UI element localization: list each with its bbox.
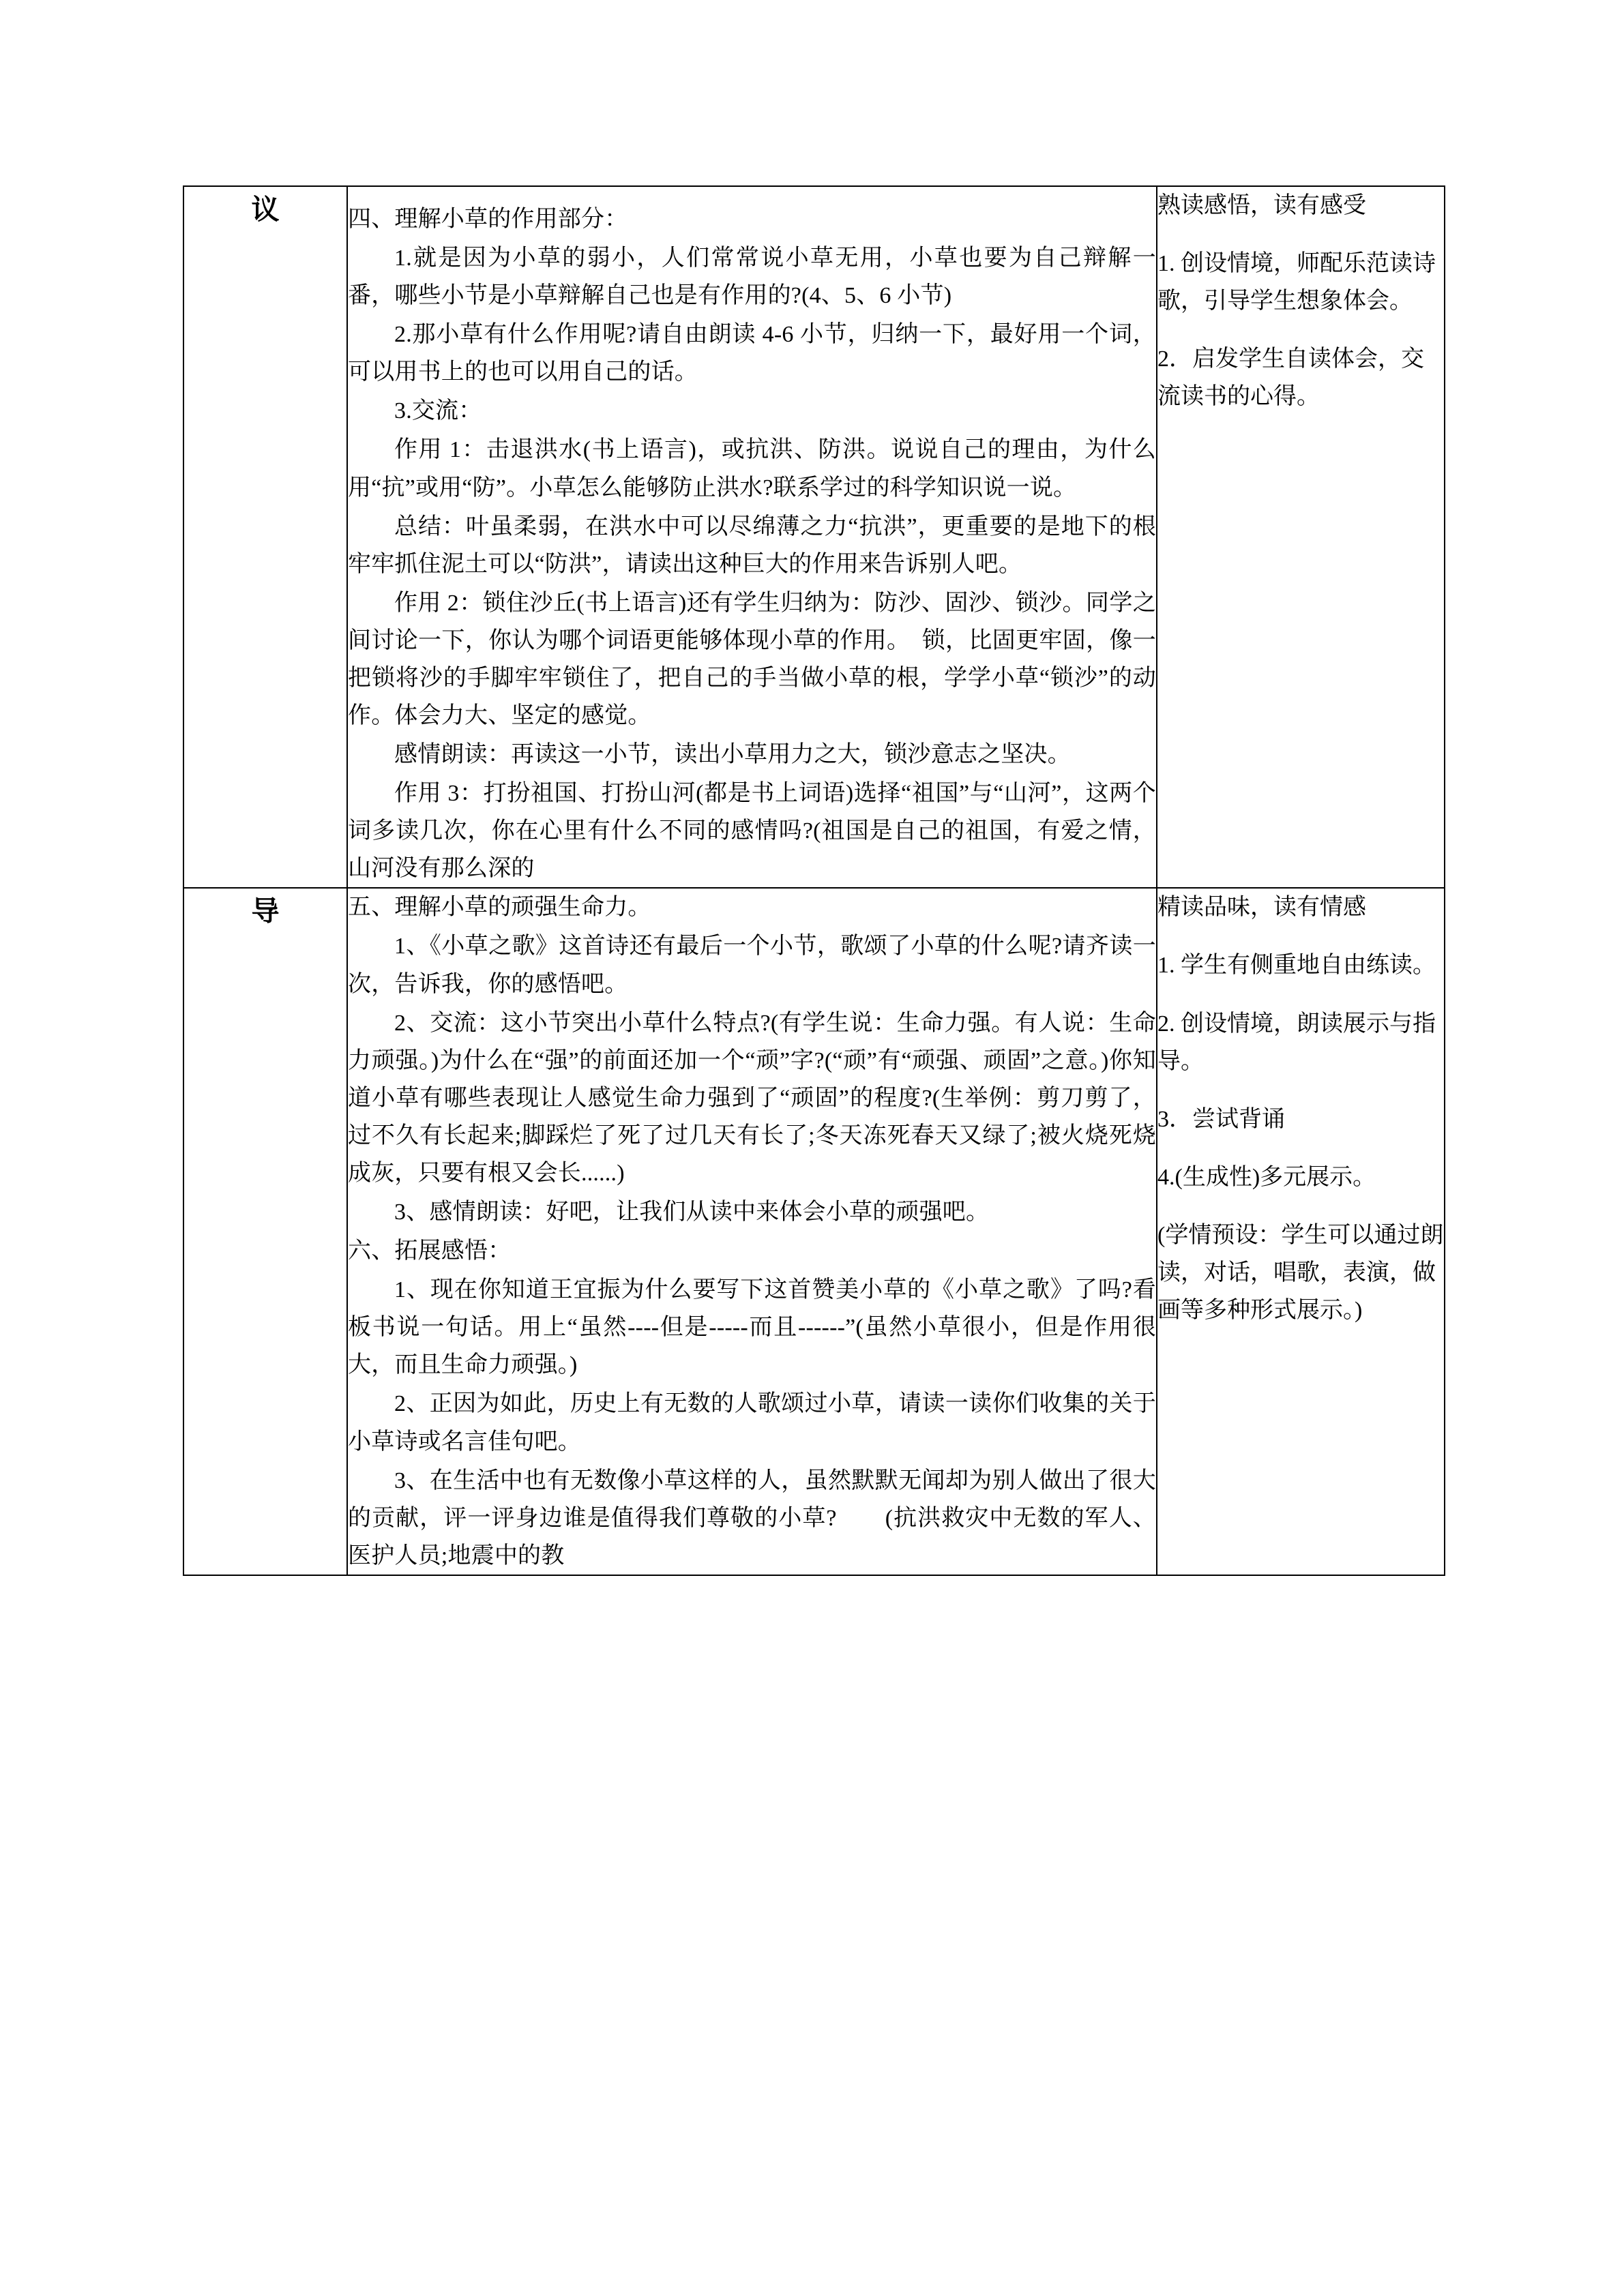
- table-row: [183, 186, 1445, 888]
- lesson-plan-table: [183, 185, 1445, 1576]
- note-block: 精读品味，读有情感: [1157, 895, 1366, 921]
- note-block: 2．启发学生自读体会，交流读书的心得。: [1157, 346, 1424, 410]
- row-label-yi: 议: [183, 186, 347, 888]
- paragraph: 总结：叶虽柔弱，在洪水中可以尽绵薄之力“抗洪”，更重要的是地下的根牢牢抓住泥土可以“防洪”，请读出这种巨大的作用来告诉别人吧。: [348, 513, 1156, 577]
- note-block: 熟读感悟，读有感受: [1157, 193, 1366, 218]
- row-content-yi: [347, 186, 1157, 888]
- paragraph: 2、正因为如此，历史上有无数的人歌颂过小草，请读一读你们收集的关于小草诗或名言佳句吧。: [348, 1391, 1156, 1455]
- paragraph: 2.那小草有什么作用呢?请自由朗读 4-6 小节，归纳一下，最好用一个词，可以用书上的也可以用自己的话。: [348, 322, 1156, 385]
- note-block: 3．尝试背诵: [1157, 1106, 1285, 1132]
- row-label-dao: 导: [183, 888, 347, 1575]
- note-block: 4.(生成性)多元展示。: [1157, 1164, 1376, 1190]
- note-block: (学情预设：学生可以通过朗读，对话，唱歌，表演，做画等多种形式展示。): [1157, 1222, 1444, 1324]
- paragraph: 3、感情朗读：好吧，让我们从读中来体会小草的顽强吧。: [394, 1199, 990, 1225]
- paragraph: 3、在生活中也有无数像小草这样的人，虽然默默无闻却为别人做出了很大的贡献，评一评身边谁是值得我们尊敬的小草? (抗洪救灾中无数的军人、医护人员;地震中的教: [348, 1467, 1156, 1568]
- paragraph: 1、现在你知道王宜振为什么要写下这首赞美小草的《小草之歌》了吗?看板书说一句话。用上“虽然----但是-----而且------”(虽然小草很小，但是作用很大，而且生命力顽强。): [348, 1277, 1156, 1378]
- row-content-dao: [347, 888, 1157, 1575]
- paragraph: 作用 1：击退洪水(书上语言)，或抗洪、防洪。说说自己的理由，为什么用“抗”或用“防”。小草怎么能够防止洪水?联系学过的科学知识说一说。: [348, 437, 1156, 501]
- paragraph: 1、《小草之歌》这首诗还有最后一个小节，歌颂了小草的什么呢?请齐读一次，告诉我，你的感悟吧。: [348, 934, 1156, 997]
- note-block: 1. 学生有侧重地自由练读。: [1157, 953, 1436, 979]
- note-block: 2. 创设情境，朗读展示与指导。: [1157, 1011, 1436, 1074]
- paragraph: 作用 2：锁住沙丘(书上语言)还有学生归纳为：防沙、固沙、锁沙。同学之间讨论一下，你认为哪个词语更能够体现小草的作用。 锁，比固更牢固，像一把锁将沙的手脚牢牢锁住了，把自己的手当做小草的根，学学小草“锁沙”的动作。体会力大、坚定的感觉。: [348, 590, 1156, 729]
- paragraph: 六、拓展感悟：: [348, 1238, 512, 1264]
- row-notes-yi: [1157, 186, 1445, 888]
- paragraph: 五、理解小草的顽强生命力。: [348, 895, 651, 921]
- paragraph: 作用 3：打扮祖国、打扮山河(都是书上词语)选择“祖国”与“山河”，这两个词多读几次，你在心里有什么不同的感情吗?(祖国是自己的祖国，有爱之情，山河没有那么深的: [348, 781, 1156, 882]
- paragraph: 2、交流：这小节突出小草什么特点?(有学生说：生命力强。有人说：生命力顽强。)为什么在“强”的前面还加一个“顽”字?(“顽”有“顽强、顽固”之意。)你知道小草有哪些表现让人感觉生命力强到了“顽固”的程度?(生举例：剪刀剪了，过不久有长起来;脚踩烂了死了过几天有长了;冬天冻死春天又绿了;被火烧死烧成灰，只要有根又会长......): [348, 1010, 1156, 1186]
- paragraph: 感情朗读：再读这一小节，读出小草用力之大，锁沙意志之坚决。: [394, 742, 1071, 768]
- row-notes-dao: [1157, 888, 1445, 1575]
- paragraph: 四、理解小草的作用部分：: [348, 207, 628, 232]
- table-row: [183, 888, 1445, 1575]
- paragraph: 1.就是因为小草的弱小，人们常常说小草无用，小草也要为自己辩解一番，哪些小节是小草辩解自己也是有作用的?(4、5、6 小节): [348, 245, 1156, 309]
- paragraph: 3.交流：: [394, 398, 482, 424]
- note-block: 1. 创设情境，师配乐范读诗歌，引导学生想象体会。: [1157, 251, 1436, 314]
